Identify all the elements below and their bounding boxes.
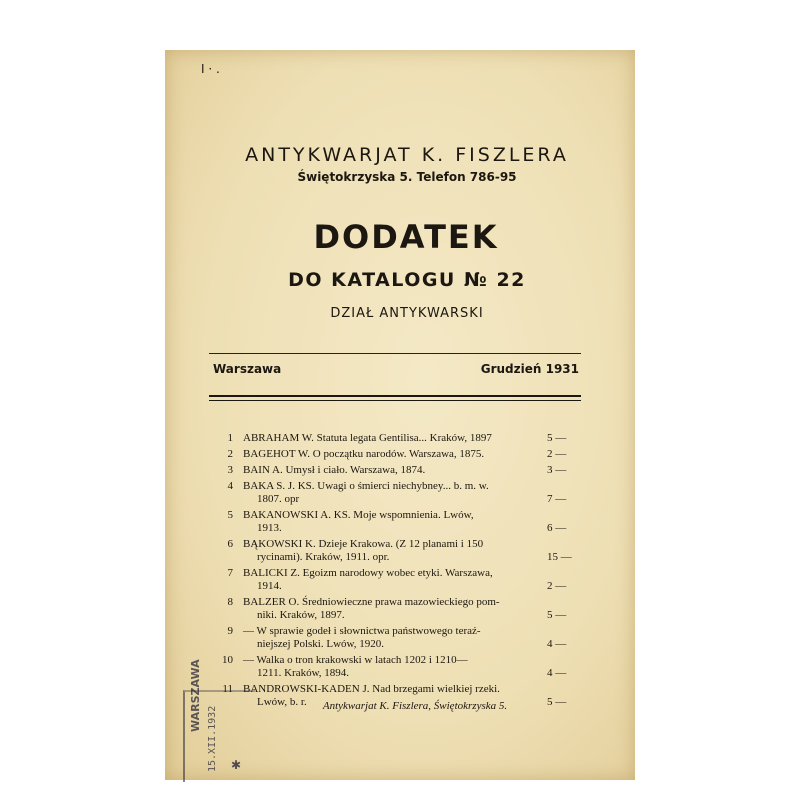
entry-text <box>243 654 543 680</box>
list-item <box>217 625 585 651</box>
stamp-city: WARSZAWA <box>189 659 202 732</box>
thick-divider <box>209 395 581 397</box>
entry-line: niejszej Polski. Lwów, 1920. <box>257 638 384 650</box>
edge-mark: I · . <box>201 62 220 76</box>
entry-line: 1807. opr <box>257 493 300 505</box>
list-item <box>217 567 585 593</box>
entry-line: BALZER O. Średniowieczne prawa mazowieckiego pom- <box>243 596 500 608</box>
catalog-page <box>165 50 635 780</box>
list-item <box>217 432 585 445</box>
entry-text <box>243 432 543 445</box>
entry-price: 2 — <box>547 448 567 460</box>
entry-text <box>243 596 543 622</box>
entry-line: niki. Kraków, 1897. <box>257 609 345 621</box>
entry-text <box>243 480 543 506</box>
entry-line: 1914. <box>257 580 282 592</box>
stamp-date: 15.XII.1932 <box>207 705 218 772</box>
entry-text <box>243 538 543 564</box>
entry-number: 9 <box>227 625 233 637</box>
date-label: Grudzień 1931 <box>480 362 579 376</box>
catalog-entry-list <box>217 432 585 712</box>
entry-line: — Walka o tron krakowski w latach 1202 i 1210— <box>243 654 468 666</box>
list-item <box>217 480 585 506</box>
entry-price: 3 — <box>547 464 567 476</box>
entry-number: 6 <box>227 538 233 550</box>
thin-divider <box>209 400 581 401</box>
entry-line: 1913. <box>257 522 282 534</box>
entry-text <box>243 567 543 593</box>
shop-address: Świętokrzyska 5. Telefon 786-95 <box>297 170 517 184</box>
entry-line: Lwów, b. r. <box>257 696 307 708</box>
entry-text <box>243 509 543 535</box>
list-item <box>217 654 585 680</box>
entry-line: — W sprawie godeł i słownictwa państwowego teraź- <box>243 625 481 637</box>
stamp-star-icon: ✱ <box>231 758 242 772</box>
entry-line: BAGEHOT W. O początku narodów. Warszawa, 1875. <box>243 448 485 460</box>
entry-price: 5 — <box>547 432 567 444</box>
top-divider <box>209 353 581 354</box>
department-label: DZIAŁ ANTYKWARSKI <box>330 306 484 321</box>
entry-number: 8 <box>227 596 233 608</box>
list-item <box>217 509 585 535</box>
entry-line: BAKA S. J. KS. Uwagi o śmierci niechybney... b. m. w. <box>243 480 489 492</box>
entry-number: 5 <box>227 509 233 521</box>
entry-price: 4 — <box>547 638 567 650</box>
footer-imprint: Antykwarjat K. Fiszlera, Świętokrzyska 5. <box>322 700 508 712</box>
entry-line: ABRAHAM W. Statuta legata Gentilisa... Kraków, 1897 <box>243 432 492 444</box>
entry-number: 1 <box>227 432 233 444</box>
entry-price: 4 — <box>547 667 567 679</box>
list-item <box>217 538 585 564</box>
entry-line: 1211. Kraków, 1894. <box>257 667 350 679</box>
shop-name: ANTYKWARJAT K. FISZLERA <box>245 144 569 166</box>
place-label: Warszawa <box>213 362 282 376</box>
entry-price: 5 — <box>547 609 567 621</box>
entry-number: 3 <box>227 464 233 476</box>
entry-price: 5 — <box>547 696 567 708</box>
entry-line: BAIN A. Umysł i ciało. Warszawa, 1874. <box>243 464 426 476</box>
page-subtitle: DO KATALOGU № 22 <box>288 269 526 291</box>
list-item <box>217 464 585 477</box>
entry-line: BĄKOWSKI K. Dzieje Krakowa. (Z 12 planami i 150 <box>243 538 484 550</box>
entry-text <box>243 625 543 651</box>
entry-line: BALICKI Z. Egoizm narodowy wobec etyki. Warszawa, <box>243 567 493 579</box>
entry-number: 10 <box>222 654 233 666</box>
entry-line: rycinami). Kraków, 1911. opr. <box>257 551 390 563</box>
entry-number: 7 <box>227 567 233 579</box>
entry-number: 4 <box>227 480 233 492</box>
entry-text <box>243 464 543 477</box>
entry-price: 7 — <box>547 493 567 505</box>
page-title: DODATEK <box>313 218 499 256</box>
entry-text <box>243 448 543 461</box>
list-item <box>217 448 585 461</box>
entry-price: 6 — <box>547 522 567 534</box>
entry-price: 2 — <box>547 580 567 592</box>
entry-line: BAKANOWSKI A. KS. Moje wspomnienia. Lwów, <box>243 509 474 521</box>
entry-line: BANDROWSKI-KADEN J. Nad brzegami wielkiej rzeki. <box>243 683 500 695</box>
entry-number: 2 <box>227 448 233 460</box>
list-item <box>217 596 585 622</box>
entry-price: 15 — <box>547 551 572 563</box>
entry-number: 11 <box>222 683 233 695</box>
